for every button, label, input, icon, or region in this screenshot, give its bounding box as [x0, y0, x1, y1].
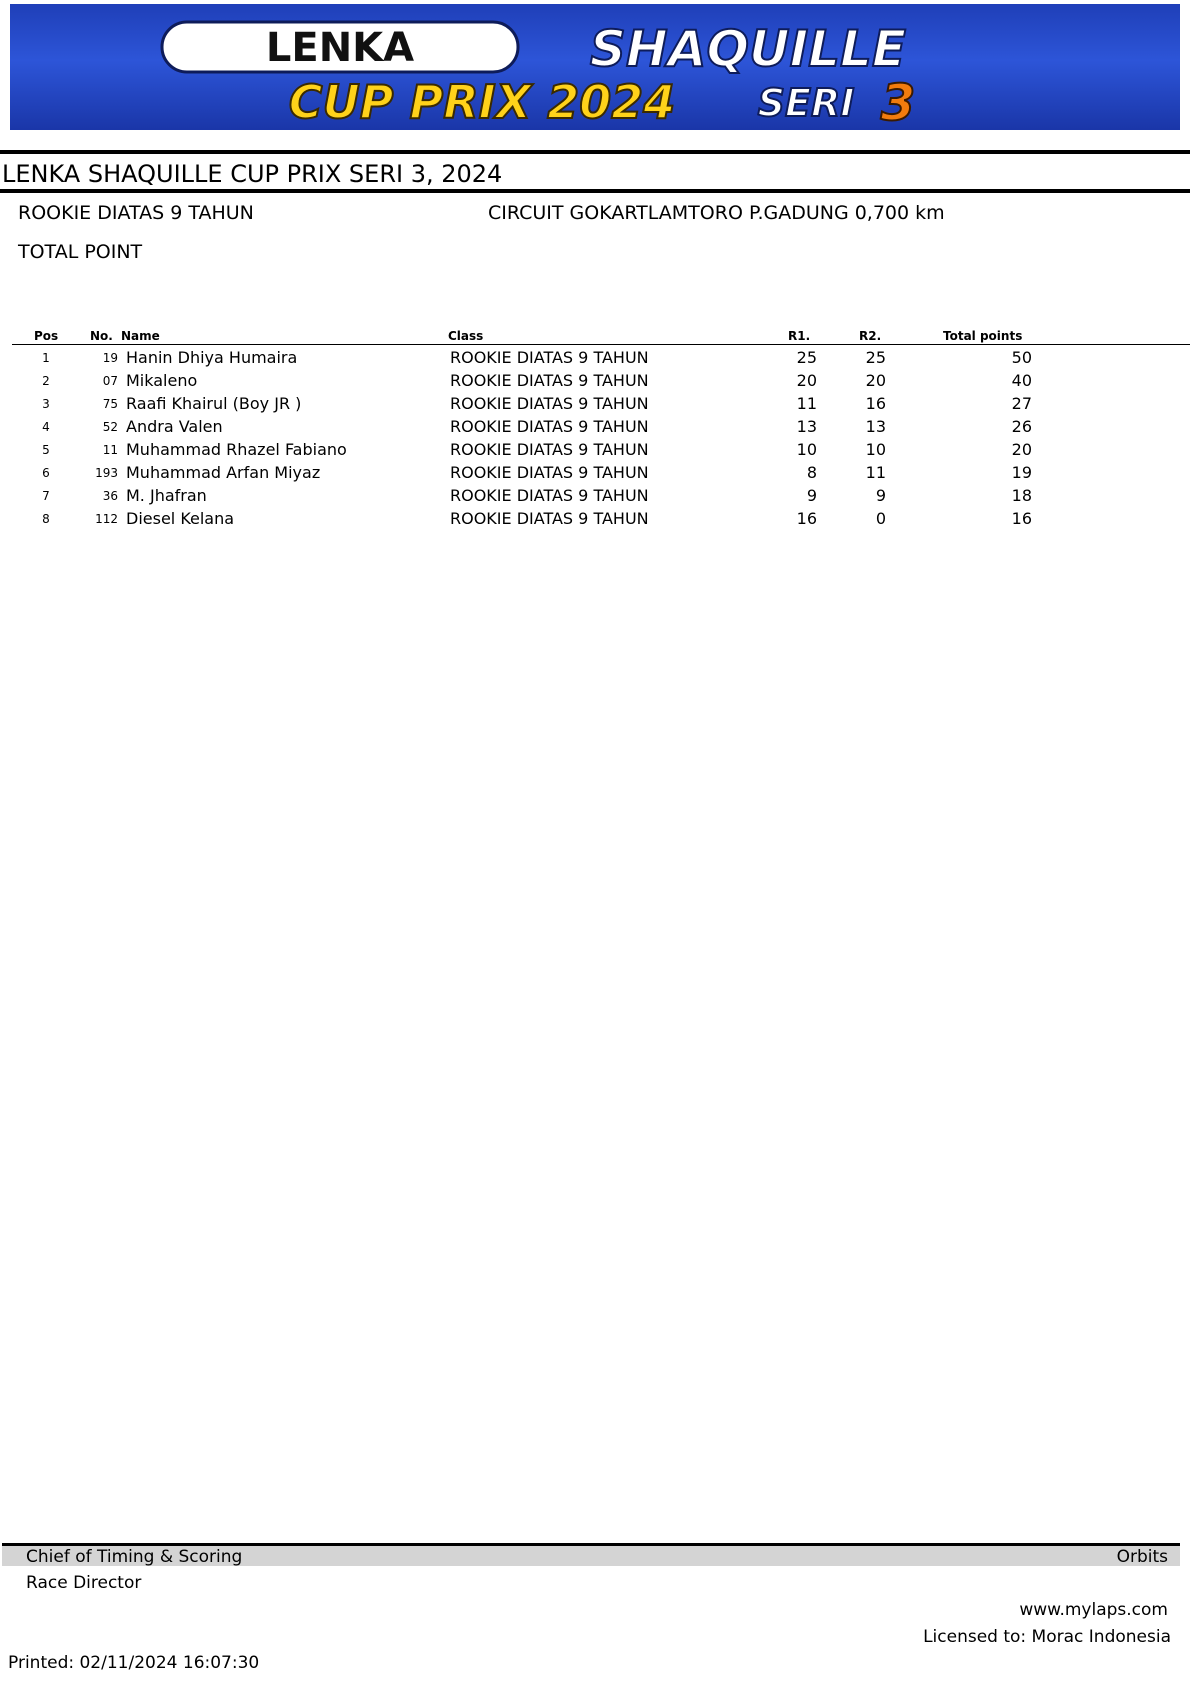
banner-word-seri: SERI [757, 81, 855, 125]
col-header-total: Total points [943, 329, 1023, 343]
cell-name: Mikaleno [126, 371, 198, 390]
table-row [12, 414, 1190, 437]
cell-total: 20 [1011, 440, 1032, 459]
title-bottom-rule [0, 189, 1190, 193]
banner-word-cup-prix: CUP PRIX 2024 [288, 75, 676, 129]
cell-class: ROOKIE DIATAS 9 TAHUN [450, 417, 649, 436]
cell-r1: 25 [796, 348, 817, 367]
cell-total: 19 [1011, 463, 1032, 482]
cell-pos: 8 [42, 512, 50, 526]
cell-class: ROOKIE DIATAS 9 TAHUN [450, 486, 649, 505]
cell-name: Hanin Dhiya Humaira [126, 348, 298, 367]
cell-no: 52 [102, 420, 118, 434]
cell-r1: 13 [796, 417, 817, 436]
cell-name: Muhammad Rhazel Fabiano [126, 440, 347, 459]
cell-r2: 11 [865, 463, 886, 482]
cell-total: 27 [1011, 394, 1032, 413]
cell-pos: 6 [42, 466, 50, 480]
cell-total: 18 [1011, 486, 1032, 505]
cell-pos: 1 [42, 351, 50, 365]
cell-total: 26 [1011, 417, 1032, 436]
table-row [12, 368, 1190, 391]
cell-r1: 10 [796, 440, 817, 459]
cell-name: M. Jhafran [126, 486, 207, 505]
cell-pos: 4 [42, 420, 50, 434]
cell-no: 07 [102, 374, 118, 388]
cell-no: 36 [102, 489, 118, 503]
cell-r2: 16 [865, 394, 886, 413]
circuit-info: CIRCUIT GOKARTLAMTORO P.GADUNG 0,700 km [488, 202, 945, 224]
event-title: LENKA SHAQUILLE CUP PRIX SERI 3, 2024 [2, 160, 503, 188]
cell-name: Muhammad Arfan Miyaz [126, 463, 321, 482]
cell-class: ROOKIE DIATAS 9 TAHUN [450, 440, 649, 459]
cell-class: ROOKIE DIATAS 9 TAHUN [450, 348, 649, 367]
banner-word-shaquille: SHAQUILLE [589, 20, 907, 78]
race-director-label: Race Director [26, 1573, 142, 1593]
cell-no: 112 [95, 512, 118, 526]
cell-class: ROOKIE DIATAS 9 TAHUN [450, 463, 649, 482]
event-banner-logo [10, 4, 1180, 130]
cell-class: ROOKIE DIATAS 9 TAHUN [450, 509, 649, 528]
col-header-class: Class [448, 329, 484, 343]
cell-r2: 13 [865, 417, 886, 436]
chief-of-timing-label: Chief of Timing & Scoring [26, 1547, 243, 1567]
cell-r1: 16 [796, 509, 817, 528]
col-header-r1: R1. [788, 329, 811, 343]
table-row [12, 437, 1190, 460]
cell-r2: 9 [875, 486, 886, 505]
cell-name: Diesel Kelana [126, 509, 235, 528]
title-top-rule [0, 150, 1190, 154]
cell-pos: 2 [42, 374, 50, 388]
software-name: Orbits [1116, 1547, 1168, 1567]
license-info: Licensed to: Morac Indonesia [923, 1627, 1171, 1647]
cell-r1: 20 [796, 371, 817, 390]
col-header-r2: R2. [859, 329, 882, 343]
col-header-name: Name [121, 329, 160, 343]
cell-no: 19 [102, 351, 118, 365]
results-table [12, 329, 1190, 529]
printed-timestamp: Printed: 02/11/2024 16:07:30 [8, 1653, 260, 1673]
report-type: TOTAL POINT [18, 241, 143, 263]
banner-word-three: 3 [880, 74, 916, 130]
cell-class: ROOKIE DIATAS 9 TAHUN [450, 394, 649, 413]
cell-r1: 9 [806, 486, 817, 505]
table-row [12, 345, 1190, 368]
cell-no: 75 [102, 397, 118, 411]
banner-word-lenka: LENKA [265, 25, 415, 71]
cell-pos: 3 [42, 397, 50, 411]
cell-r1: 11 [796, 394, 817, 413]
cell-no: 11 [102, 443, 118, 457]
cell-name: Raafi Khairul (Boy JR ) [126, 394, 302, 413]
table-row [12, 391, 1190, 414]
col-header-pos: Pos [34, 329, 59, 343]
banner-artwork [10, 4, 1180, 130]
cell-total: 50 [1011, 348, 1032, 367]
table-row [12, 460, 1190, 483]
cell-class: ROOKIE DIATAS 9 TAHUN [450, 371, 649, 390]
cell-total: 40 [1011, 371, 1032, 390]
cell-pos: 7 [42, 489, 50, 503]
table-row [12, 483, 1190, 506]
cell-r2: 20 [865, 371, 886, 390]
cell-total: 16 [1011, 509, 1032, 528]
cell-pos: 5 [42, 443, 50, 457]
cell-r2: 0 [875, 509, 886, 528]
cell-r2: 10 [865, 440, 886, 459]
website-link[interactable]: www.mylaps.com [1019, 1600, 1168, 1620]
cell-r1: 8 [806, 463, 817, 482]
cell-r2: 25 [865, 348, 886, 367]
table-row [12, 506, 1190, 529]
cell-name: Andra Valen [126, 417, 223, 436]
class-name: ROOKIE DIATAS 9 TAHUN [18, 202, 254, 224]
col-header-no: No. [90, 329, 113, 343]
table-header [12, 329, 1190, 345]
cell-no: 193 [95, 466, 118, 480]
